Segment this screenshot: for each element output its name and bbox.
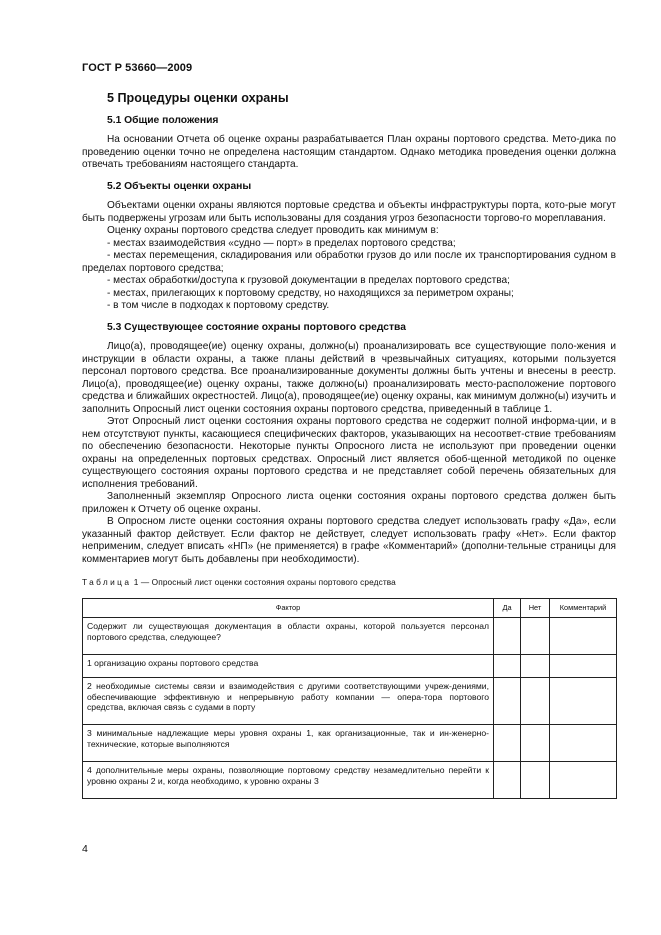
- table-caption-text: 1 — Опросный лист оценки состояния охраны портового средства: [131, 577, 396, 587]
- document-code: ГОСТ Р 53660—2009: [82, 62, 193, 74]
- header-factor: Фактор: [83, 598, 494, 618]
- list-item: - в том числе в подходах к портовому средству.: [107, 300, 330, 311]
- comment-cell[interactable]: [550, 618, 617, 655]
- yes-cell[interactable]: [494, 725, 521, 762]
- table-row: [83, 678, 617, 725]
- page-number: 4: [82, 843, 88, 855]
- section-title: 5 Процедуры оценки охраны: [107, 91, 289, 105]
- paragraph: Заполненный экземпляр Опросного листа оценки состояния охраны портового средства должен быть приложен к Отчету об оценке охраны.: [82, 491, 616, 515]
- list-item: - местах взаимодействия «судно — порт» в пределах портового средства;: [107, 237, 456, 249]
- table-caption-label: Таблица: [82, 577, 132, 587]
- paragraph: Этот Опросный лист оценки состояния охраны портового средства не содержит полной информа-ции, и в нем отсутствуют пункты, касающиеся специфических факторов, указывающих на несоответ-ствие требованиям по обеспечению безопасности. Некоторые пункты Опросного листа не используют при проведении оценки охраны на определенных портовых средствах. Опросный лист является обоб-щенной методикой по оценке существующего состояния охраны портового средства и не представляет собой перечень обязательных для исполнения требований.: [82, 416, 616, 490]
- subsection-5-3-title: 5.3 Существующее состояние охраны портового средства: [107, 321, 406, 333]
- table-row: [83, 618, 617, 655]
- factor-cell: 2 необходимые системы связи и взаимодействия с другими соответствующими учреж-дениями, обеспечивающие эффективную и непрерывную работу компании — опера-тора портового средства, включая связь с судами в порту: [83, 678, 494, 725]
- header-comment: Комментарий: [550, 598, 617, 618]
- comment-cell[interactable]: [550, 762, 617, 799]
- no-cell[interactable]: [521, 762, 550, 799]
- table-row: [83, 725, 617, 762]
- yes-cell[interactable]: [494, 655, 521, 678]
- comment-cell[interactable]: [550, 678, 617, 725]
- comment-cell[interactable]: [550, 725, 617, 762]
- header-no: Нет: [521, 598, 550, 618]
- no-cell[interactable]: [521, 618, 550, 655]
- page-content: [82, 92, 616, 799]
- table-row: [83, 655, 617, 678]
- list-item: - местах перемещения, складирования или обработки грузов до или после их транспортирования судном в пределах портового средства;: [82, 250, 616, 274]
- paragraph: Объектами оценки охраны являются портовые средства и объекты инфраструктуры порта, кото-рые могут быть подвержены угрозам или быть использованы для создания угроз безопасности торгово-го мореплавания.: [82, 200, 616, 224]
- table-row: [83, 762, 617, 799]
- paragraph: На основании Отчета об оценке охраны разрабатывается План охраны портового средства. Мето-дика по проведению оценки точно не определена настоящим стандартом. Однако методика проведения оценки должна отвечать требованиям настоящего стандарта.: [82, 134, 616, 170]
- yes-cell[interactable]: [494, 678, 521, 725]
- no-cell[interactable]: [521, 655, 550, 678]
- header-yes: Да: [494, 598, 521, 618]
- factor-cell: 4 дополнительные меры охраны, позволяющие портовому средству незамедлительно перейти к уровню охраны 2 и, когда необходимо, к уровню охраны 3: [83, 762, 494, 799]
- paragraph: Лицо(а), проводящее(ие) оценку охраны, должно(ы) проанализировать все существующие поло-жения и инструкции в области охраны, а также планы действий в чрезвычайных ситуациях, которыми пользуется персонал портового средства. Все проанализированные документы должны быть учтены и внесены в реестр. Лицо(а), проводящее(ие) оценку охраны, также должно(ы) проанализировать место-расположение портового средства и ближайших окрестностей. Лицо(а), проводящее(ие) оценку охраны, как минимум должно(ы) изучить и заполнить Опросный лист оценки состояния охраны портового средства, приведенный в таблице 1.: [82, 341, 616, 415]
- yes-cell[interactable]: [494, 762, 521, 799]
- no-cell[interactable]: [521, 725, 550, 762]
- yes-cell[interactable]: [494, 618, 521, 655]
- comment-cell[interactable]: [550, 655, 617, 678]
- list-item: - местах, прилегающих к портовому средству, но находящихся за периметром охраны;: [107, 287, 514, 299]
- factor-cell: Содержит ли существующая документация в области охраны, которой пользуется персонал портового средства, следующее?: [83, 618, 494, 655]
- questionnaire-table: [82, 598, 617, 800]
- table-header-row: [83, 598, 617, 618]
- no-cell[interactable]: [521, 678, 550, 725]
- list-item: - местах обработки/доступа к грузовой документации в пределах портового средства;: [107, 275, 510, 286]
- factor-cell: 1 организацию охраны портового средства: [83, 655, 494, 678]
- paragraph: Оценку охраны портового средства следует проводить как минимум в:: [107, 225, 439, 236]
- subsection-5-1-title: 5.1 Общие положения: [107, 114, 219, 126]
- factor-cell: 3 минимальные надлежащие меры уровня охраны 1, как организационные, так и ин-женерно-технические, которые выполняются: [83, 725, 494, 762]
- paragraph: В Опросном листе оценки состояния охраны портового средства следует использовать графу «Да», если указанный фактор действует. Если фактор не действует, следует использовать графу «Нет». Если фактор неприменим, следует вписать «НП» (не применяется) в графе «Комментарий» (дополни-тельные страницы для комментариев могут быть добавлены при необходимости).: [82, 516, 616, 565]
- table-caption: [82, 576, 616, 589]
- subsection-5-2-title: 5.2 Объекты оценки охраны: [107, 180, 252, 192]
